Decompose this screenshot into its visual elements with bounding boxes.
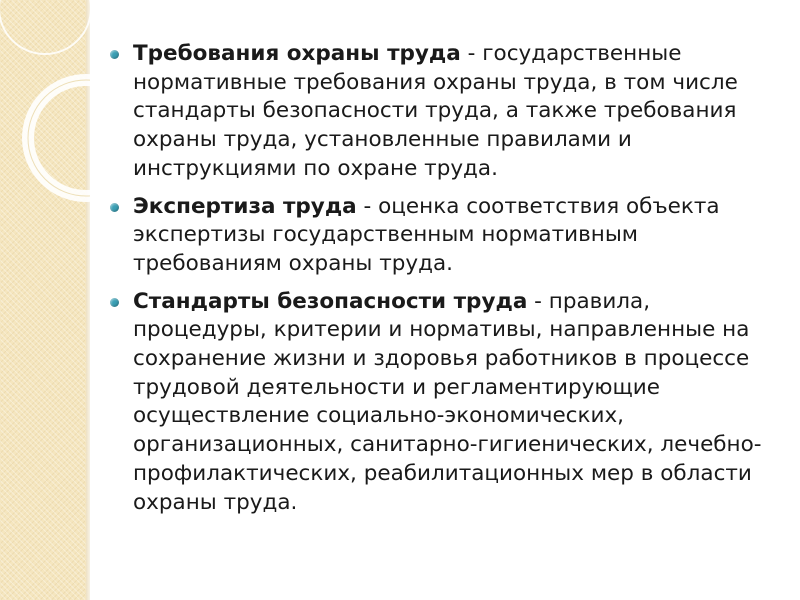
definition-item-labor-safety-requirements (108, 40, 780, 184)
slide-content (108, 40, 780, 526)
definition-term: Стандарты безопасности труда (133, 288, 528, 314)
definition-item-labor-safety-standards (108, 288, 780, 518)
decorative-side-panel (0, 0, 86, 600)
definition-term: Экспертиза труда (133, 193, 357, 219)
definition-text: - государственные нормативные требования охраны труда, в том числе стандарты безопасности труда, а также требования охраны труда, установленные правилами и инструкциями по охране труда. (133, 41, 738, 181)
definition-term: Требования охраны труда (133, 41, 461, 66)
definition-text: - правила, процедуры, критерии и нормативы, направленные на сохранение жизни и здоровья работников в процессе трудовой деятельности и регламентирующие осуществление социально-экономических, организационных, санитарно-гигиенических, лечебно-профилактических, реабилитационных мер в области охраны труда. (133, 288, 762, 515)
bullet-dot-icon (110, 203, 119, 212)
side-panel-edge (86, 0, 90, 600)
definition-item-labor-expertise (108, 193, 780, 279)
bullet-dot-icon (110, 298, 119, 307)
bullet-dot-icon (110, 50, 119, 59)
definition-text: - оценка соответствия объекта экспертизы государственным нормативным требованиям охраны труда. (133, 193, 720, 276)
definitions-list (108, 40, 780, 517)
